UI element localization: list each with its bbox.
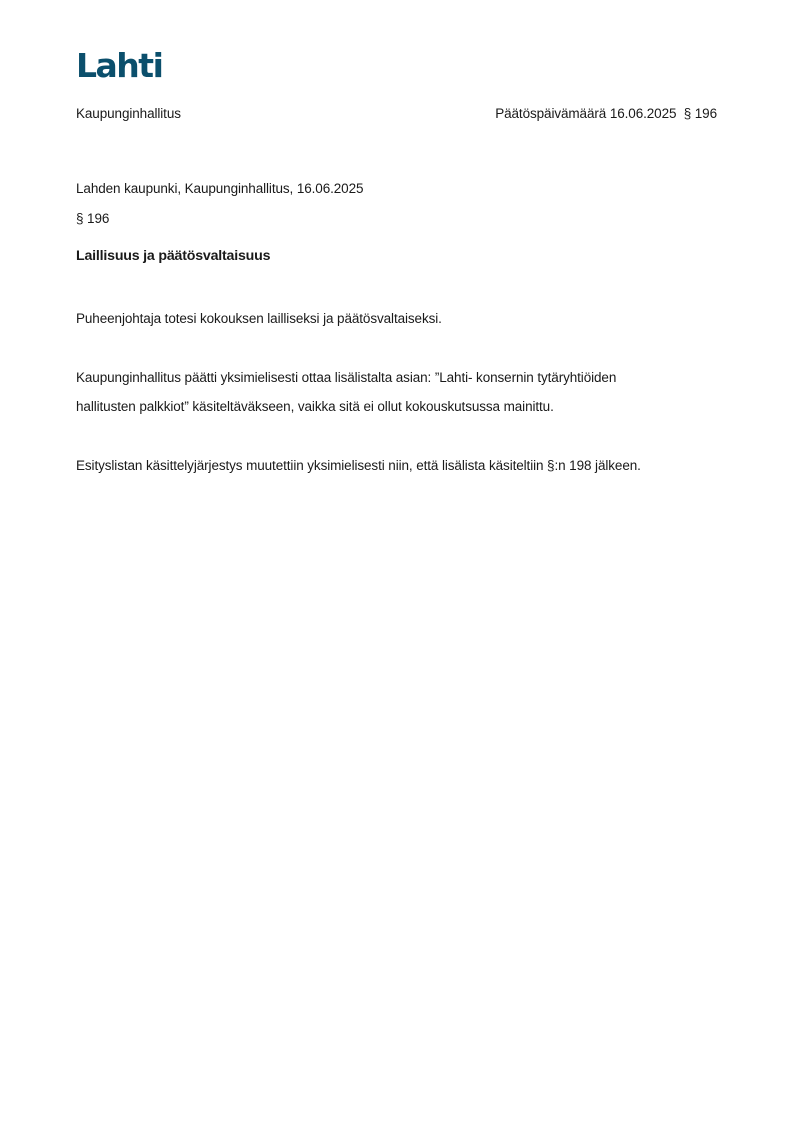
lahti-logo-mark	[76, 46, 166, 82]
meeting-context: Lahden kaupunki, Kaupunginhallitus, 16.06.2025	[76, 181, 364, 196]
section-number: § 196	[76, 211, 110, 226]
paragraph-2-line-1: Kaupunginhallitus päätti yksimielisesti ottaa lisälistalta asian: ”Lahti- konsernin tytäryhtiöiden	[76, 370, 617, 385]
header-organization: Kaupunginhallitus	[76, 106, 181, 121]
paragraph-2-line-2: hallitusten palkkiot” käsiteltäväkseen, vaikka sitä ei ollut kokouskutsussa mainittu.	[76, 399, 554, 414]
logo-text: Lahti	[76, 46, 163, 82]
decision-date-label: Päätöspäivämäärä 16.06.2025	[495, 106, 677, 121]
paragraph-1: Puheenjohtaja totesi kokouksen lailliseksi ja päätösvaltaiseksi.	[76, 311, 442, 326]
lahti-logo	[76, 46, 166, 82]
header-section: § 196	[683, 106, 717, 121]
header-decision-date	[495, 106, 717, 121]
paragraph-3: Esityslistan käsittelyjärjestys muutettiin yksimielisesti niin, että lisälista käsiteltiin §:n 198 jälkeen.	[76, 458, 641, 473]
page-title: Laillisuus ja päätösvaltaisuus	[76, 248, 271, 264]
